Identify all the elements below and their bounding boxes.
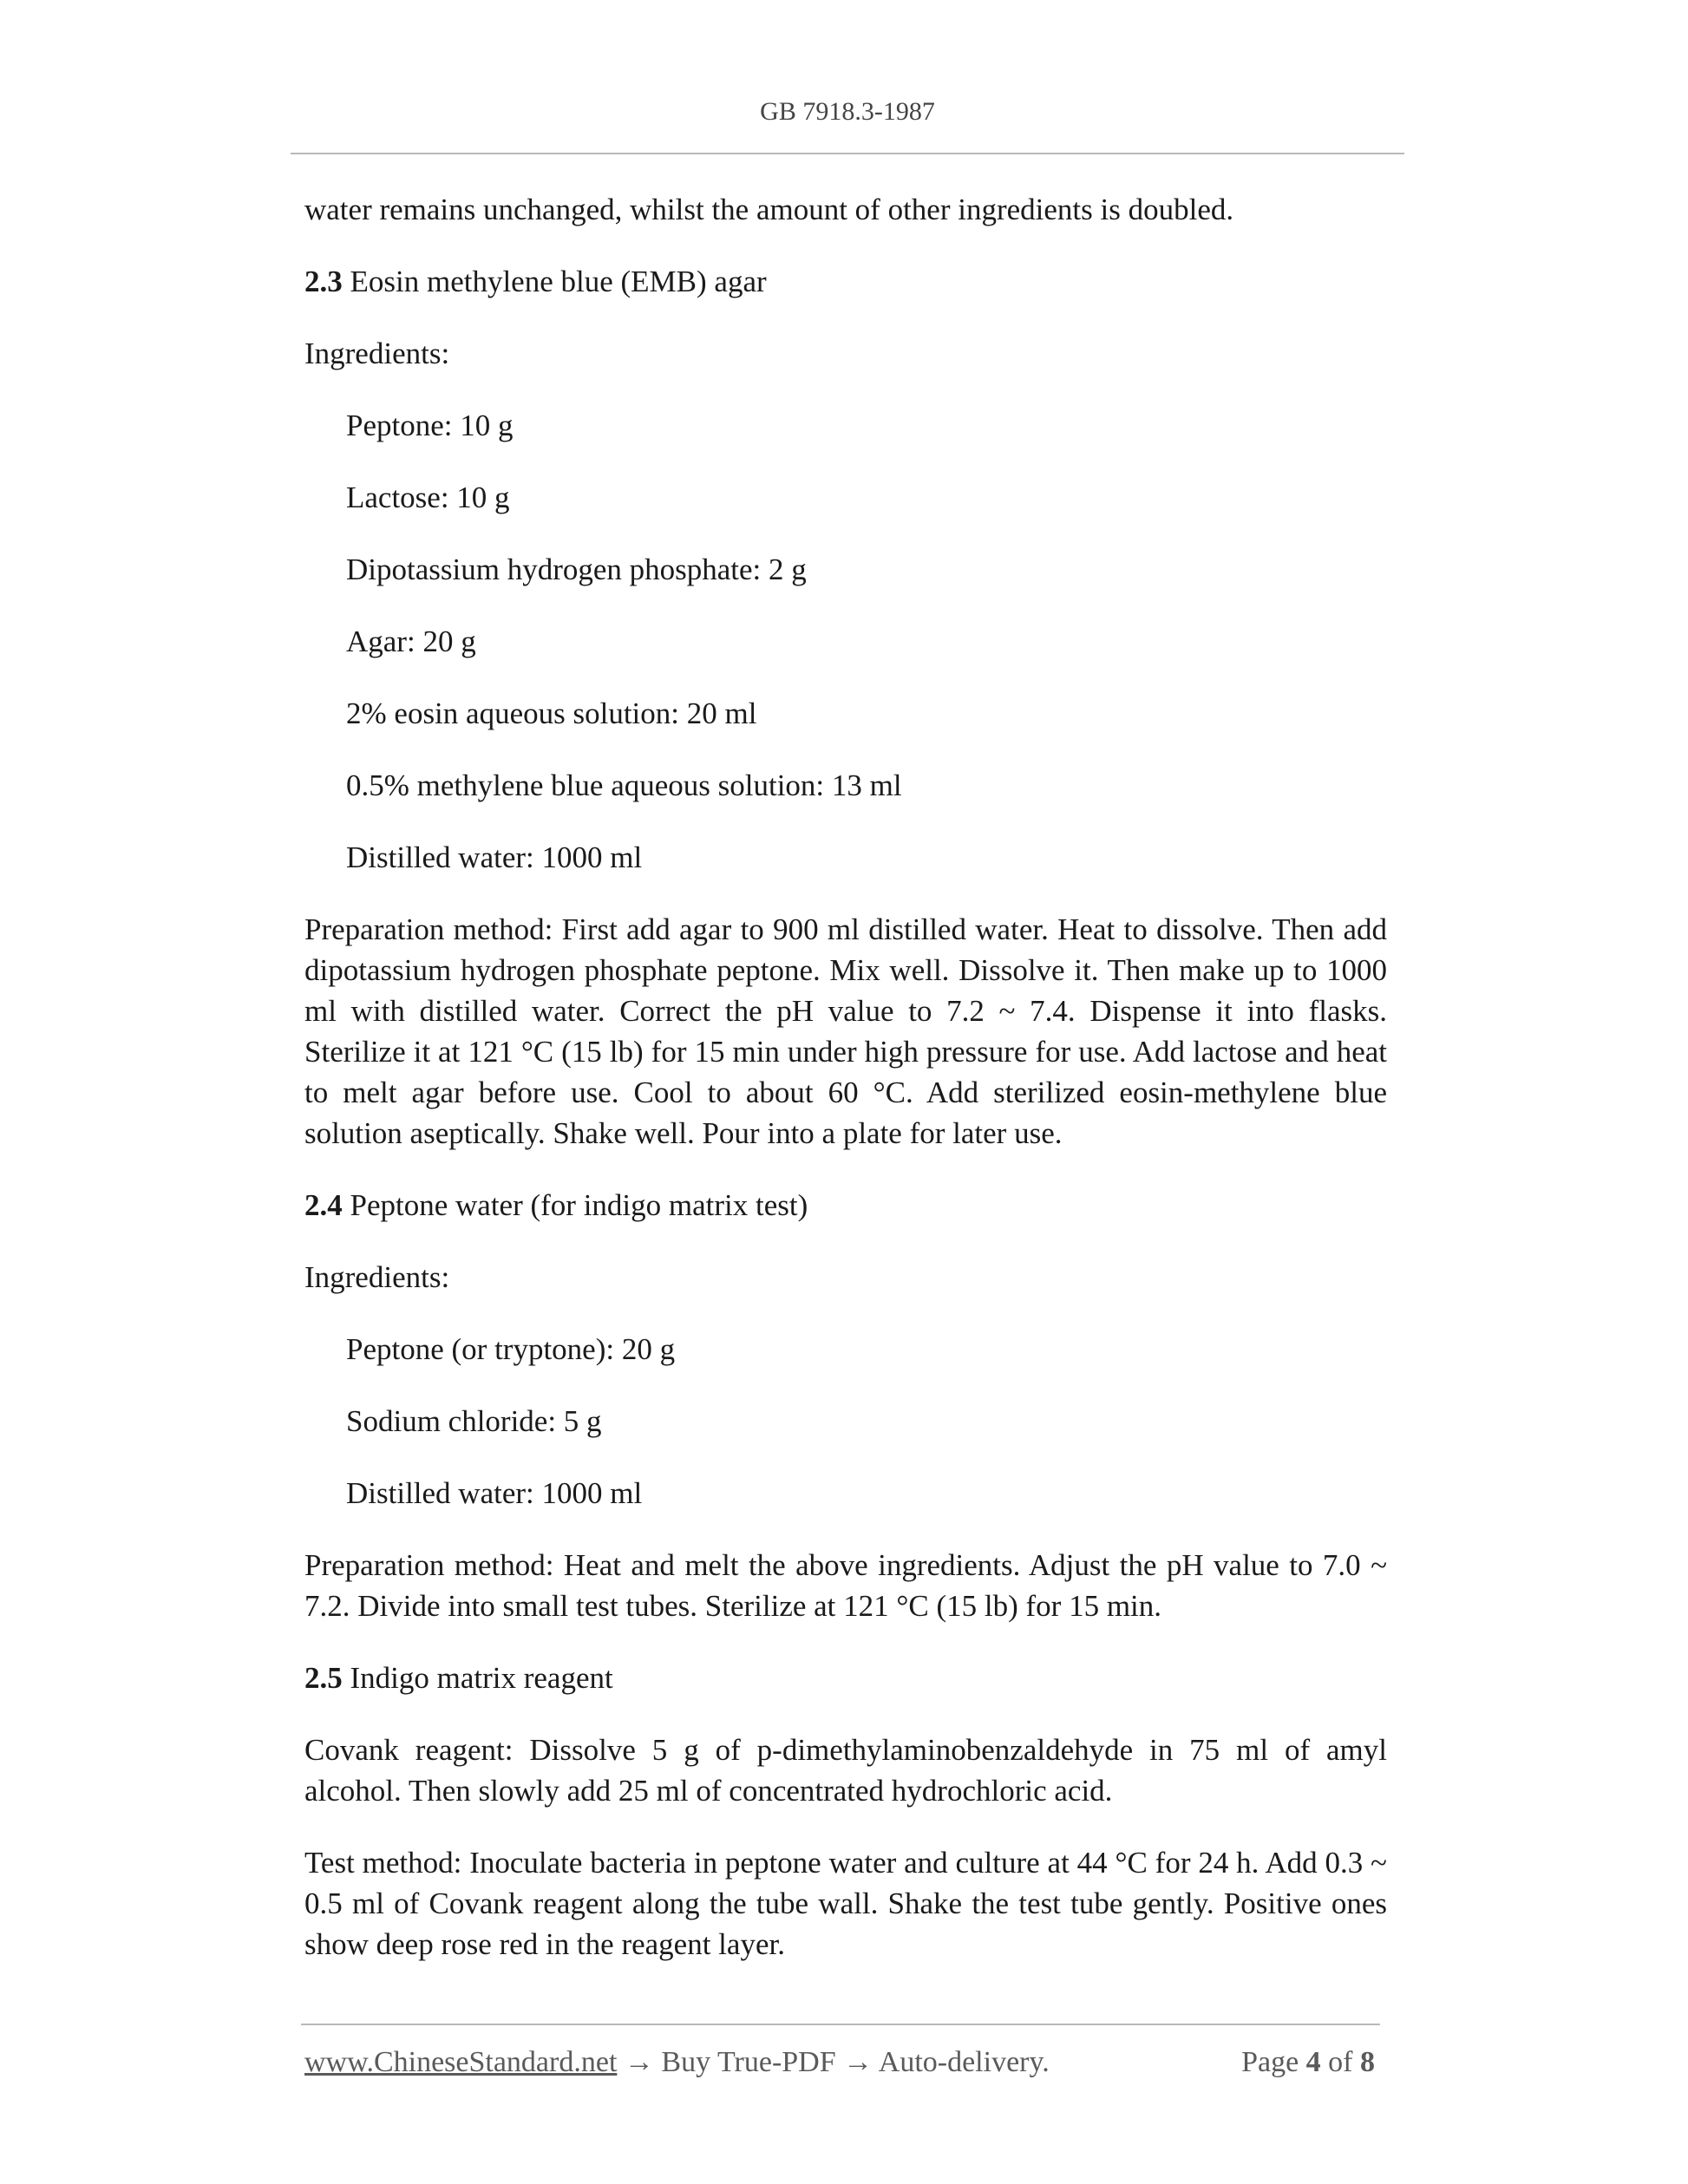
page-footer bbox=[304, 2046, 1380, 2079]
preparation-paragraph: Preparation method: First add agar to 900 ml distilled water. Heat to dissolve. Then add dipotassium hydrogen phosphate peptone. Mix well. Dissolve it. Then make up to 1000 ml with distilled water. Correct the pH value to 7.2 ~ 7.4. Dispense it into flasks. Sterilize it at 121 °C (15 lb) for 15 min under high pressure for use. Add lactose and heat to melt agar before use. Cool to about 60 °C. Add sterilized eosin-methylene blue solution aseptically. Shake well. Pour into a plate for later use. bbox=[304, 912, 1387, 1150]
buy-text: → Buy True-PDF → Auto-delivery. bbox=[624, 2046, 1050, 2078]
section-title: Eosin methylene blue (EMB) agar bbox=[350, 265, 767, 298]
document-header-id: GB 7918.3-1987 bbox=[760, 97, 935, 126]
section-2-5-heading bbox=[304, 1658, 1387, 1698]
ingredient-item: Distilled water: 1000 ml bbox=[346, 840, 643, 874]
ingredient-item: 2% eosin aqueous solution: 20 ml bbox=[346, 696, 757, 730]
page-total: 8 bbox=[1360, 2046, 1375, 2078]
ingredient-item: 0.5% methylene blue aqueous solution: 13 ml bbox=[346, 768, 902, 802]
preparation-paragraph: Preparation method: Heat and melt the above ingredients. Adjust the pH value to 7.0 ~ 7.2. Divide into small test tubes. Sterilize at 121 °C (15 lb) for 15 min. bbox=[304, 1548, 1387, 1623]
section-number: 2.4 bbox=[304, 1188, 343, 1222]
document-body bbox=[304, 189, 1387, 1996]
page-current: 4 bbox=[1305, 2046, 1321, 2078]
section-2-3-heading bbox=[304, 261, 1387, 302]
page-label: Page bbox=[1241, 2046, 1299, 2078]
section-title: Indigo matrix reagent bbox=[350, 1661, 613, 1695]
page-of-label: of bbox=[1328, 2046, 1353, 2078]
ingredient-item: Agar: 20 g bbox=[346, 624, 476, 658]
continued-paragraph: water remains unchanged, whilst the amount of other ingredients is doubled. bbox=[304, 193, 1234, 226]
ingredients-label: Ingredients: bbox=[304, 337, 450, 370]
ingredient-item: Peptone: 10 g bbox=[346, 409, 514, 442]
test-method-paragraph: Test method: Inoculate bacteria in peptone water and culture at 44 °C for 24 h. Add 0.3 ~ 0.5 ml of Covank reagent along the tube wall. Shake the test tube gently. Positive ones show deep rose red in the reagent layer. bbox=[304, 1846, 1387, 1961]
reagent-paragraph: Covank reagent: Dissolve 5 g of p-dimethylaminobenzaldehyde in 75 ml of amyl alcohol. Then slowly add 25 ml of concentrated hydrochloric acid. bbox=[304, 1733, 1387, 1808]
header-divider bbox=[291, 153, 1404, 154]
ingredient-item: Lactose: 10 g bbox=[346, 481, 510, 514]
section-number: 2.3 bbox=[304, 265, 343, 298]
section-2-4-heading bbox=[304, 1185, 1387, 1226]
ingredient-item: Peptone (or tryptone): 20 g bbox=[346, 1332, 676, 1366]
section-number: 2.5 bbox=[304, 1661, 343, 1695]
website-link[interactable]: www.ChineseStandard.net bbox=[304, 2046, 618, 2078]
ingredient-item: Distilled water: 1000 ml bbox=[346, 1476, 643, 1510]
section-title: Peptone water (for indigo matrix test) bbox=[350, 1188, 808, 1222]
ingredient-item: Dipotassium hydrogen phosphate: 2 g bbox=[346, 553, 807, 586]
ingredients-label: Ingredients: bbox=[304, 1260, 450, 1294]
page-indicator bbox=[1241, 2046, 1375, 2079]
footer-divider bbox=[301, 2024, 1380, 2025]
ingredient-item: Sodium chloride: 5 g bbox=[346, 1404, 602, 1438]
